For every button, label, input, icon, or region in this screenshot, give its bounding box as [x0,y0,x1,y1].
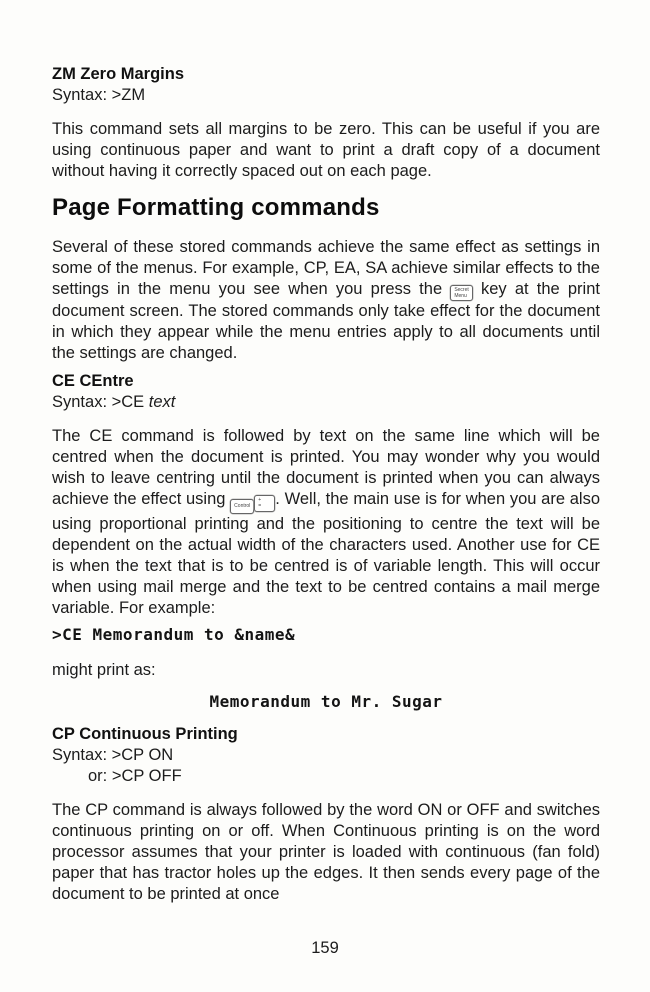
section-zm [52,64,600,182]
page-number: 159 [311,939,339,957]
zm-heading: ZM Zero Margins [52,65,185,83]
pf-body-before: Several of these stored commands achieve the same effect as settings in some of the menus. For example, CP, EA, SA achieve similar effects to the settings in the menu you see when you press the [52,238,600,298]
control-key-icon [230,499,254,513]
ce-code-example: >CE Memorandum to &name& [52,624,296,644]
ce-syntax [52,392,600,413]
ce-printed-result: Memorandum to Mr. Sugar [209,691,443,711]
zm-body: This command sets all margins to be zero. This can be useful if you are using continuous paper and want to print a draft copy of a document without having it correctly spaced out on each page. [52,120,600,180]
cp-syntax-on: Syntax: >CP ON [52,745,174,764]
ce-syntax-label: Syntax: >CE [52,393,145,412]
control-key-label: Control [234,503,251,510]
ce-might-print: might print as: [52,660,156,679]
page-formatting-heading: Page Formatting commands [52,194,380,221]
ce-heading: CE CEntre [52,372,134,391]
section-ce [52,371,600,711]
secret-menu-key-icon [450,285,472,302]
secret-menu-key-bottom-label: Menu [454,293,467,299]
plus-key-icon [254,495,275,512]
section-cp [52,724,600,905]
plus-key-top-label: + [258,497,262,503]
cp-heading: CP Continuous Printing [52,724,238,743]
ce-syntax-arg: text [148,393,176,412]
ce-body-after: . Well, the main use is for when you are also using proportional printing and the positioning to centre the text will be dependent on the actual width of the characters used. Another use for CE is when the text that is to be centred is of variable length. This will occur when using mail merge and the text to be centred contains a mail merge variable. For example: [52,490,600,617]
ce-body-before: The CE command is followed by text on the same line which will be centred when the document is printed. You may wonder why you would wish to leave centring until the document is printed when you can always achieve the effect using [52,427,600,509]
cp-syntax-off: or: >CP OFF [88,766,182,785]
pf-body-after: key at the print document screen. The stored commands only take effect for the document in which they appear while the menu entries apply to all documents until the settings are changed. [52,280,600,363]
page-formatting-body [52,237,600,364]
cp-body: The CP command is always followed by the word ON or OFF and switches continuous printing on or off. When Continuous printing is on the word processor assumes that your printer is loaded with continuous (fan fold) paper that has tractor holes up the edges. It then sends every page of the document to be printed at once [52,800,600,903]
secret-menu-key-top-label: Secret [454,286,469,293]
ce-body [52,426,600,618]
zm-syntax: Syntax: >ZM [52,86,146,104]
plus-key-bottom-label: = [258,503,262,510]
